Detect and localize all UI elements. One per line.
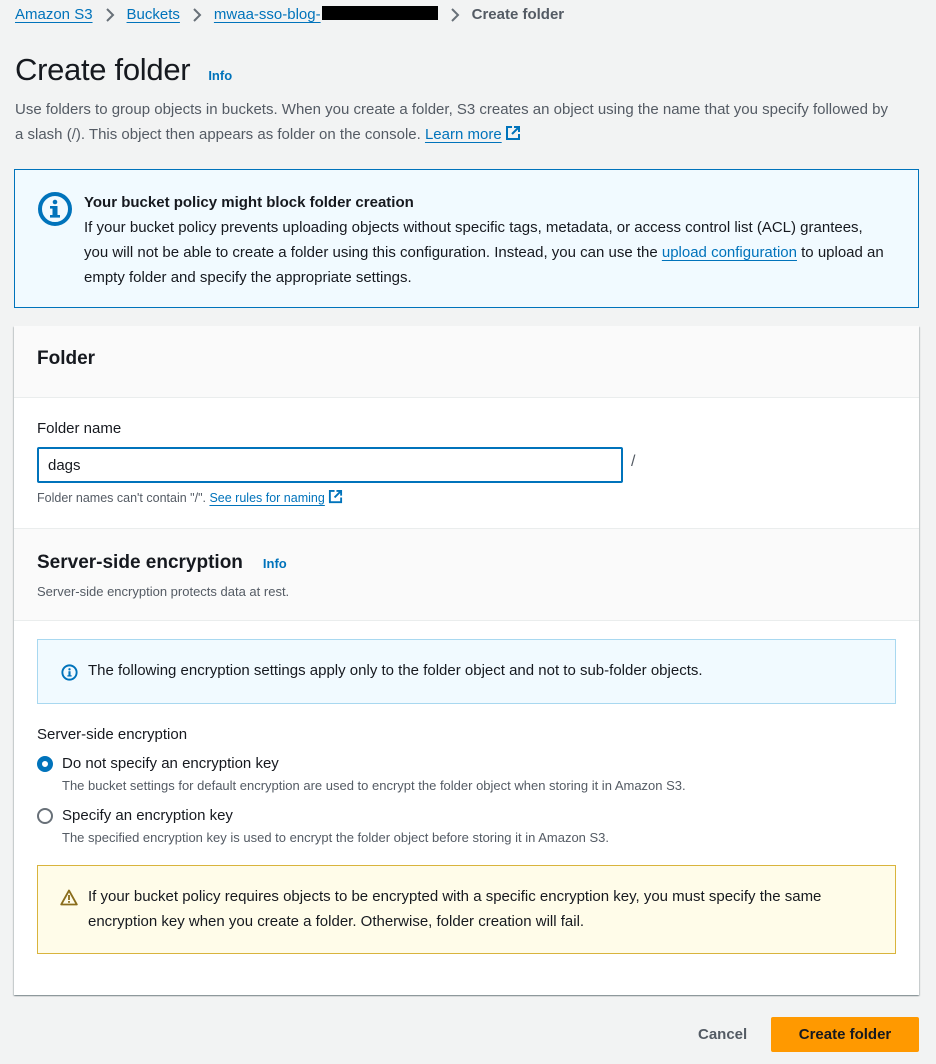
alert-body-text: If your bucket policy prevents uploading objects without specific tags, metadata, or access control list (ACL) grantees, you will not be able to create a folder using this configuration. Instead, you can use the [84,219,863,261]
encryption-warning-alert [37,865,896,954]
cancel-button[interactable]: Cancel [684,1017,761,1052]
external-link-icon [505,124,521,149]
page-description [15,97,895,149]
radio-label: Specify an encryption key [62,807,233,824]
encryption-info-text: The following encryption settings apply only to the folder object and not to sub-folder objects. [88,662,703,679]
redaction-block [322,6,438,20]
folder-name-constraint [37,489,343,507]
radio-button[interactable] [37,808,53,824]
create-folder-panel [14,326,919,995]
learn-more-label: Learn more [424,126,502,143]
chevron-right-icon [450,7,460,23]
breadcrumb-amazon-s3[interactable]: Amazon S3 [15,6,93,23]
encryption-section-title [37,552,287,574]
encryption-info-link[interactable]: Info [262,556,287,571]
bucket-name-text: mwaa-sso-blog- [213,6,321,23]
encryption-title-text: Server-side encryption [37,552,243,573]
radio-description: The specified encryption key is used to encrypt the folder object before storing it in Amazon S3. [62,830,610,845]
encryption-radio-group-label: Server-side encryption [37,726,188,743]
folder-section-header [14,326,919,398]
warning-triangle-icon [60,889,78,911]
folder-suffix: / [631,453,636,470]
info-circle-icon [37,191,73,232]
page-title: Create folder [15,52,191,87]
alert-body [84,215,884,290]
radio-option-specify-key[interactable] [37,805,609,849]
breadcrumb-bucket-name[interactable] [214,6,438,23]
encryption-description: Server-side encryption protects data at rest. [37,584,290,599]
chevron-right-icon [105,7,115,23]
chevron-right-icon [192,7,202,23]
constraint-text: Folder names can't contain "/". [37,491,206,505]
page-header [15,52,232,88]
breadcrumb [15,6,564,23]
create-folder-button[interactable]: Create folder [771,1017,919,1052]
encryption-info-alert [37,639,896,704]
breadcrumb-current: Create folder [471,6,565,23]
upload-configuration-link[interactable]: upload configuration [661,244,797,261]
info-circle-icon [61,664,78,686]
page-description-text: Use folders to group objects in buckets. When you create a folder, S3 creates an object using the name that you specify followed by a slash (/). This object then appears as folder on the console. [15,101,888,143]
naming-rules-link[interactable]: See rules for naming [209,491,325,505]
folder-section-title: Folder [37,348,96,369]
folder-name-input[interactable] [37,447,623,483]
breadcrumb-buckets[interactable]: Buckets [126,6,180,23]
radio-button-selected[interactable] [37,756,53,772]
folder-name-label: Folder name [37,420,122,437]
external-link-icon [328,489,343,507]
bucket-policy-alert [14,169,919,308]
page-info-link[interactable]: Info [208,68,233,83]
learn-more-link[interactable] [425,126,502,143]
radio-label: Do not specify an encryption key [62,755,279,772]
encryption-section-header [14,528,919,621]
alert-body-text-end: to upload an empty folder and specify the appropriate settings. [84,244,884,286]
radio-description: The bucket settings for default encryption are used to encrypt the folder object when storing it in Amazon S3. [62,778,686,793]
warning-text: If your bucket policy requires objects to be encrypted with a specific encryption key, you must specify the same encryption key when you create a folder. Otherwise, folder creation will fail. [88,888,822,930]
alert-title: Your bucket policy might block folder creation [84,194,414,211]
radio-option-no-key[interactable] [37,753,686,797]
